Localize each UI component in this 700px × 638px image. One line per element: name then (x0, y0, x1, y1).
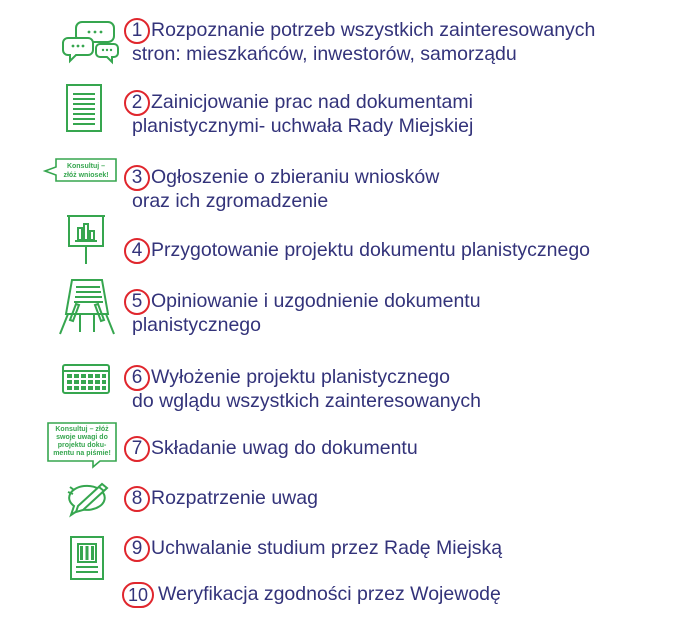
step-number: 2 (124, 90, 150, 116)
icon-label-line: Konsultuj – (66, 163, 106, 170)
step-text (151, 436, 418, 460)
calendar-icon (62, 364, 110, 394)
step-text (132, 18, 596, 66)
step-text-line2: stron: mieszkańców, inwestorów, samorządu (132, 43, 517, 65)
step-number: 3 (124, 165, 150, 191)
document-icon (66, 84, 102, 132)
binder-document-icon (70, 536, 104, 580)
notice-bubble-icon (46, 422, 120, 468)
step-text-line1: Rozpoznanie potrzeb wszystkich zainteresowanych (151, 19, 596, 41)
step-number: 9 (124, 536, 150, 562)
step-text-line1: Rozpatrzenie uwag (151, 487, 318, 509)
icon-label-line: mentu na piśmie! (53, 450, 111, 457)
step-number: 7 (124, 436, 150, 462)
icon-label-line: swoje uwagi do (56, 434, 108, 441)
drafting-table-icon (56, 278, 118, 336)
step-text-line1: Opiniowanie i uzgodnienie dokumentu (151, 290, 481, 312)
step-text (132, 365, 482, 413)
step-text (132, 90, 474, 138)
step-text-line1: Ogłoszenie o zbieraniu wniosków (151, 166, 440, 188)
chat-bubbles-icon (62, 20, 122, 64)
step-text-line2: do wglądu wszystkich zainteresowanych (132, 390, 482, 412)
step-text-line1: Zainicjowanie prac nad dokumentami (151, 91, 473, 113)
step-number: 4 (124, 238, 150, 264)
step-number: 5 (124, 289, 150, 315)
icon-label-line: Konsultuj – złóż (55, 426, 109, 433)
step-text (158, 582, 501, 606)
step-text-line1: Przygotowanie projektu dokumentu planistycznego (151, 239, 591, 261)
step-text-line1: Wyłożenie projektu planistycznego (151, 366, 450, 388)
step-number: 10 (122, 582, 154, 608)
pencil-bubble-icon (64, 482, 114, 518)
step-text-line2: oraz ich zgromadzenie (132, 190, 329, 212)
speech-bubble-icon (44, 158, 118, 190)
step-number: 8 (124, 486, 150, 512)
step-text (132, 289, 481, 337)
step-text-line2: planistycznego (132, 314, 261, 336)
step-text (151, 238, 590, 262)
step-number: 1 (124, 18, 150, 44)
icon-label-line: złóż wniosek! (63, 172, 109, 179)
step-text (132, 165, 440, 213)
step-text (151, 536, 502, 560)
icon-label-line: projektu doku- (57, 442, 107, 449)
step-text-line1: Składanie uwag do dokumentu (151, 437, 418, 459)
chart-board-icon (66, 214, 106, 266)
step-text-line2: planistycznymi- uchwała Rady Miejskiej (132, 115, 474, 137)
step-text-line1: Weryfikacja zgodności przez Wojewodę (158, 583, 501, 605)
step-number: 6 (124, 365, 150, 391)
step-text-line1: Uchwalanie studium przez Radę Miejską (151, 537, 503, 559)
step-text (151, 486, 318, 510)
